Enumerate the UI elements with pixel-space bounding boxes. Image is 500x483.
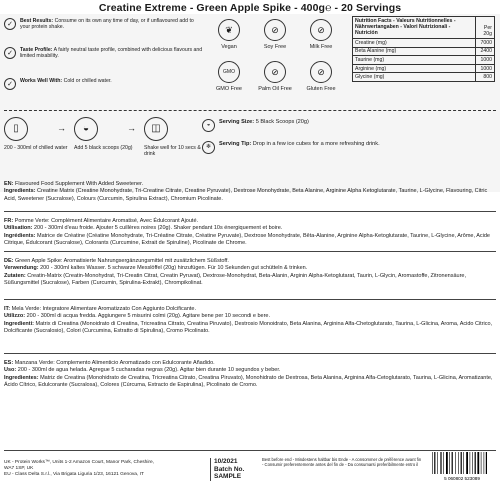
palm-oil-free-icon: ⊘	[264, 61, 286, 83]
arrow-right-icon: →	[127, 123, 136, 133]
divider	[4, 251, 496, 252]
divider	[4, 110, 496, 111]
badge-label: Palm Oil Free	[258, 86, 292, 92]
tip-best-results	[4, 18, 204, 31]
badge-gmo-free	[206, 61, 252, 92]
step-text: Shake well for 10 secs & drink	[144, 145, 201, 158]
serving-tip	[202, 141, 402, 154]
tick-icon: ✓	[4, 47, 16, 59]
divider	[4, 211, 496, 212]
tip-text: A fairly neutral taste profile, combined with delicious flavours and limited mixability.	[20, 47, 203, 60]
ice-cube-icon: ❄	[202, 141, 215, 154]
tick-icon: ✓	[4, 78, 16, 90]
tip-label: Works Well With:	[20, 78, 63, 84]
tick-icon: ✓	[4, 18, 16, 30]
nutrition-row: Glycine (mg) 800	[353, 73, 495, 82]
badge-milk-free	[298, 19, 344, 50]
section-en: EN: Flavoured Food Supplement With Added Sweetener. Ingredients: Creatine Matrix (Creatine Monohydrate, Tri-Creatine Citrate, Creatine Pyruvate), Dextrose Monohydrate, Beta Alanine, Arginine Alpha Ketoglutarate, Taurine, L-Glycine, Flavouring, Citric Acid, Sweetener (Sucralose), Colours (Curcumin, Spirulina Extract), Chromium Picolinate.	[4, 181, 488, 202]
arrow-right-icon: →	[57, 123, 66, 133]
nutrition-row: Arginine (mg) 1000	[353, 64, 495, 73]
tip-label: Best Results:	[20, 18, 54, 24]
soy-free-icon: ⊘	[264, 19, 286, 41]
nutrition-table	[352, 16, 495, 82]
divider	[4, 353, 496, 354]
best-before-text: Best before end - Mindestens haltbar bis Ende - A consommer de préférence avant fin - Consumir preferentemente antes del fin de - Da consumarsi preferibilmente entro il	[262, 457, 422, 468]
serving-size	[202, 119, 402, 132]
gluten-free-icon: ⊘	[310, 61, 332, 83]
tip-taste-profile	[4, 47, 204, 60]
serving-text: Drop in a few ice cubes for a more refreshing drink.	[252, 141, 380, 147]
badge-label: GMO Free	[216, 86, 242, 92]
step-shake	[144, 117, 208, 158]
section-it: IT: Mela Verde: Integratore Alimentare Aromatizzato Con Aggiunto Dolcificante. Utilizzo: 200 - 300ml di acqua fredda. Aggiungere 5 misurini colmi (20g). Agitare bene per 10 secondi e bere. Ingredienti: Matrix di Creatina (Monoidrato di Creatina, Tricreatina Citrato, Creatina Piruvato), Destrosio Monoidrato, Beta Alanina, Arginina Alfa-Chetoglutarato, Taurina, L-Glicina, Aroma, Acido Citrico, Dolcificante (Sucralosio), Colori (Curcumina, Estratto di Spirulina), Cromo Picolinato.	[4, 306, 493, 334]
tip-label: Taste Profile:	[20, 47, 53, 53]
product-title: Creatine Extreme - Green Apple Spike - 400g℮ - 20 Servings	[98, 2, 402, 14]
section-es: ES: Manzana Verde: Complemento Alimenticio Aromatizado con Edulcorante Añadido. Uso: 200 - 300ml de agua helada. Agregue 5 cucharadas negras (20g). Agitar bien durante 10 segundos y beber. Ingredientes: Matriz de Creatina (Monohidrato de Creatina, Tricreatina Citrato, Creatina Piruvato), Monohidrato de Dextrosa, Beta Alanina, Arginina Alfa-Cetoglutarato, Taurina, L-Glicina, Aromatizante, Ácido Cítrico, Edulcorante (Sucralosa), Colores (Cúrcuma, Extracto de Espirulina), Picolinato de Cromo.	[4, 360, 493, 388]
divider	[4, 299, 496, 300]
batch-number: Batch No. SAMPLE	[214, 465, 245, 480]
serving-label: Serving Tip:	[219, 141, 252, 147]
divider	[4, 450, 496, 451]
badge-vegan	[206, 19, 252, 50]
badge-label: Vegan	[221, 44, 237, 50]
badge-soy-free	[252, 19, 298, 50]
section-fr: FR: Pomme Verte: Complément Alimentaire Aromatisé, Avec Édulcorant Ajouté. Utilisation: 200 - 300ml d'eau froide. Ajouter 5 cuillères noires (20g). Shaker pendant 10s énergiquement et boire. Ingrédients: Matrice de Créatine (Créatine Monohydrate, Tri-Créatine Citrate, Créatine Pyruvate), Dextrose Monohydrate, Bêta-Alanine, Arginine Alpha-Ketoglutarate, Taurine, L-Glycine, Arôme, Acide Citrique, Édulcorant (Sucralose), Colorants (Curcumine, Extrait de Spiruline), Picolinate de Chrome.	[4, 218, 490, 246]
best-before-date: 10/2021	[214, 458, 238, 465]
tip-text: Cold or chilled water.	[63, 78, 112, 84]
badge-palm-oil-free	[252, 61, 298, 92]
nutrition-row: Beta Alanine (mg) 2400	[353, 47, 495, 56]
tip-works-well	[4, 78, 204, 90]
badge-label: Soy Free	[263, 44, 287, 50]
nutrition-header: Nutrition Facts - Valeurs Nutritionnelles - Nährwertangaben - Valori Nutrizionali - Nutrición	[353, 17, 476, 39]
step-text: 200 - 300ml of chilled water	[4, 145, 68, 151]
shaker-icon: ◫	[144, 117, 168, 141]
water-glass-icon: ▯	[4, 117, 28, 141]
section-de: DE: Green Apple Spike: Aromatisierte Nahrungsergänzungsmittel mit zusätzlichem Süßstoff. Verwendung: 200 - 300ml kaltes Wasser. 5 schwarze Messlöffel (20g) hinzufügen. Für 10 Sekunden gut schütteln & trinken. Zutaten: Creatin-Matrix (Creatin-Monohydrat, Tri-Creatin Citrat, Creatin Pyruvat), Dextrose-Monohydrat, Beta-Alanin, Arginin Alpha-Ketoglutarat, Taurin, L-Glycin, Aromastoffe, Zitronensäure, Süßungsmittel (Sucralose), Farben (Curcumin, Spirulina-Extrakt), Chrompikolinat.	[4, 258, 466, 286]
gmo-free-icon: GMO	[218, 61, 240, 83]
barcode	[428, 451, 496, 481]
nutrition-header-row	[353, 17, 495, 39]
nutrition-row: Creatine (mg) 7000	[353, 39, 495, 48]
batch-info	[210, 458, 260, 481]
manufacturer-address: UK - Protein Works™, Units 1-2 Amazon Court, Manor Park, Cheshire, WA7 1SP, UK EU - Class Delta S.r.l., Via Brigata Liguria 1/23, 16121 Genova, IT	[4, 460, 154, 478]
nutrition-row: Taurine (mg) 1000	[353, 56, 495, 65]
vegan-leaf-icon: ❦	[218, 19, 240, 41]
scoop-icon: ◒	[202, 119, 215, 132]
scoop-icon: ◒	[74, 117, 98, 141]
barcode-number: 5 060802 523089	[444, 476, 480, 481]
nutrition-per-serving: Per 20g	[475, 17, 494, 39]
step-text: Add 5 black scoops (20g)	[74, 145, 133, 151]
serving-label: Serving Size:	[219, 119, 255, 125]
tip-text: Consume on its own any time of day, or if unflavoured add to your protein shake.	[20, 18, 194, 31]
badge-label: Milk Free	[309, 44, 333, 50]
badge-label: Gluten Free	[306, 86, 336, 92]
serving-text: 5 Black Scoops (20g)	[255, 119, 309, 125]
badge-gluten-free	[298, 61, 344, 92]
milk-free-icon: ⊘	[310, 19, 332, 41]
